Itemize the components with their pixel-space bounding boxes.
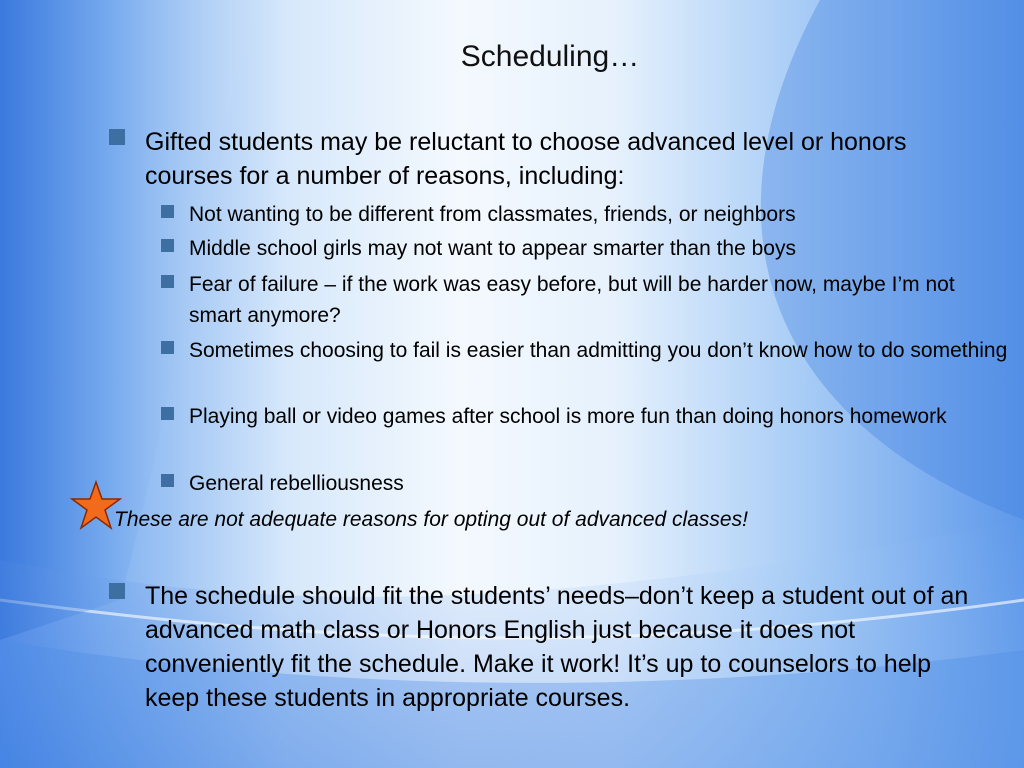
square-bullet-icon <box>161 474 174 487</box>
sub-bullet-2: Middle school girls may not want to appear smarter than the boys <box>189 237 796 260</box>
bullet-2-text: The schedule should fit the students’ needs–don’t keep a student out of an advanced math class or Honors English just because it does not conveniently fit the schedule. Make it work! It’s up to counselors to help keep these students in appropriate courses. <box>145 582 969 712</box>
square-bullet-icon <box>161 205 174 218</box>
sub-bullet-1: Not wanting to be different from classmates, friends, or neighbors <box>189 203 796 226</box>
square-bullet-icon <box>109 583 125 599</box>
sub-bullet-6: General rebelliousness <box>189 472 404 495</box>
sub-bullet-4: Sometimes choosing to fail is easier than admitting you don’t know how to do something <box>189 339 1008 362</box>
bullet-1-text: Gifted students may be reluctant to choose advanced level or honors courses for a number of reasons, including: <box>145 128 907 190</box>
slide-title: Scheduling… <box>460 40 640 73</box>
square-bullet-icon <box>109 129 125 145</box>
italic-note: These are not adequate reasons for opting out of advanced classes! <box>114 508 748 531</box>
square-bullet-icon <box>161 341 174 354</box>
square-bullet-icon <box>161 275 174 288</box>
square-bullet-icon <box>161 239 174 252</box>
sub-bullet-3: Fear of failure – if the work was easy before, but will be harder now, maybe I’m not smart anymore? <box>189 273 955 327</box>
sub-bullet-5: Playing ball or video games after school is more fun than doing honors homework <box>189 405 947 428</box>
square-bullet-icon <box>161 407 174 420</box>
